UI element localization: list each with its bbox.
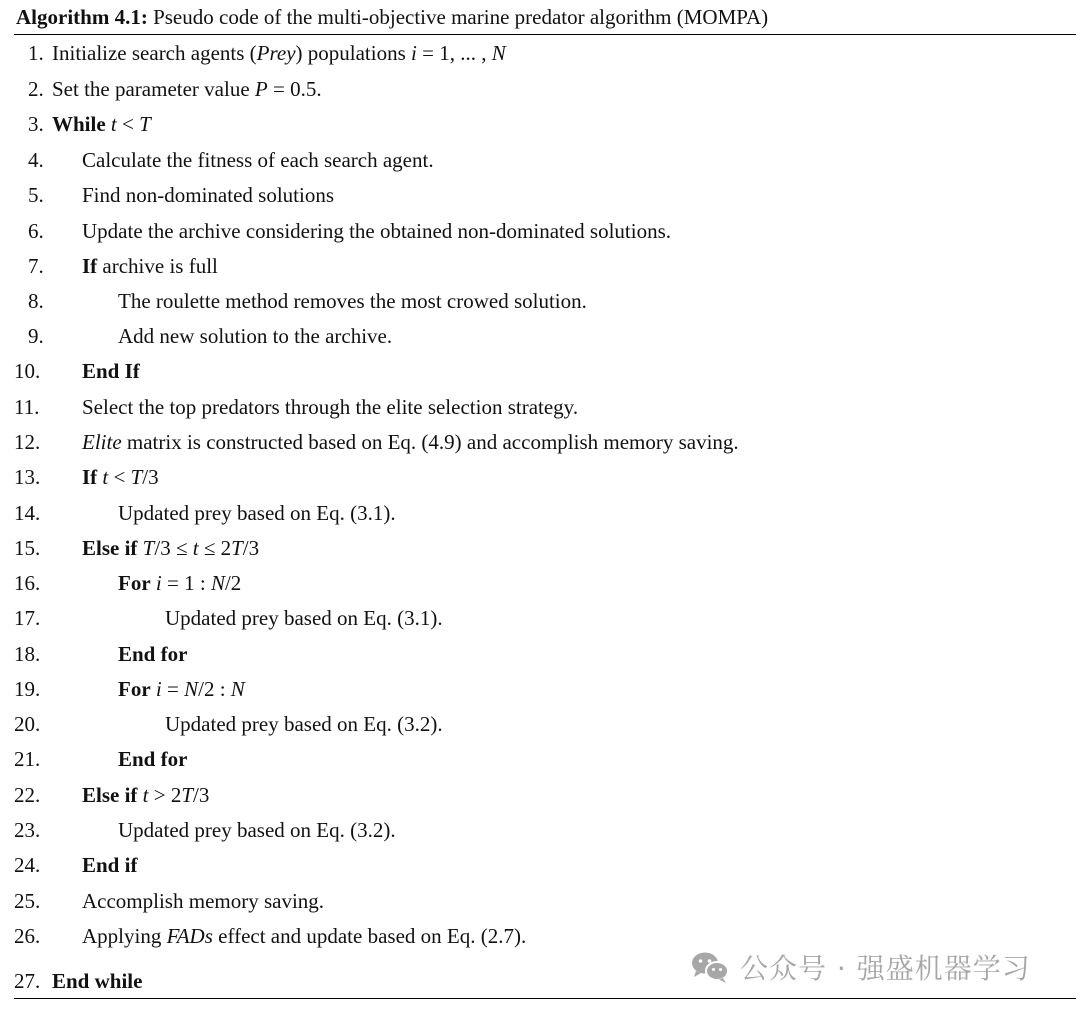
keyword: End for: [118, 747, 188, 771]
line-number: 4.: [28, 148, 44, 172]
line-statement: [82, 924, 526, 948]
keyword: End If: [82, 359, 140, 383]
line-number: 19.: [14, 677, 41, 701]
statement-text: effect and update based on Eq. (2.7).: [212, 924, 527, 948]
line-statement: [82, 183, 334, 207]
line-number: 12.: [14, 430, 41, 454]
math-symbol: T: [130, 465, 143, 489]
line-number: 21.: [14, 747, 41, 771]
keyword: Else if: [82, 783, 138, 807]
statement-text: Update the archive considering the obtained non-dominated solutions.: [82, 219, 672, 243]
line-number: 16.: [14, 571, 41, 595]
line-number: 7.: [28, 254, 44, 278]
line-statement: [82, 254, 218, 278]
math-symbol: T: [139, 112, 151, 136]
statement-text: = 0.5.: [267, 77, 322, 101]
statement-text: /3: [193, 783, 210, 807]
math-symbol: Prey: [256, 41, 296, 65]
line-statement: [165, 606, 443, 630]
line-statement: [118, 642, 187, 666]
keyword: For: [118, 677, 151, 701]
keyword: While: [52, 112, 106, 136]
math-symbol: N: [184, 677, 199, 701]
keyword: End while: [52, 969, 143, 993]
line-statement: [118, 677, 245, 701]
line-number: 25.: [14, 889, 41, 913]
keyword: End if: [82, 853, 138, 877]
line-statement: [82, 853, 137, 877]
line-statement: [82, 430, 739, 454]
statement-text: =: [161, 677, 185, 701]
line-statement: [118, 324, 392, 348]
math-symbol: i: [155, 677, 162, 701]
line-statement: [52, 112, 151, 136]
line-number: 15.: [14, 536, 41, 560]
statement-text: /3: [142, 465, 159, 489]
caption-label: Algorithm 4.1:: [16, 5, 148, 29]
keyword: For: [118, 571, 151, 595]
math-symbol: t: [110, 112, 117, 136]
line-number: 5.: [28, 183, 44, 207]
line-number: 20.: [14, 712, 41, 736]
line-number: 3.: [28, 112, 44, 136]
line-number: 22.: [14, 783, 41, 807]
line-number: 6.: [28, 219, 44, 243]
watermark: [690, 948, 1031, 986]
line-statement: [52, 77, 322, 101]
line-statement: [118, 289, 587, 313]
line-number: 2.: [28, 77, 44, 101]
statement-text: Find non-dominated solutions: [82, 183, 334, 207]
math-symbol: FADs: [166, 924, 213, 948]
line-statement: [82, 359, 140, 383]
statement-text: Set the parameter value: [52, 77, 255, 101]
math-symbol: N: [230, 677, 245, 701]
line-statement: [118, 571, 241, 595]
keyword: End for: [118, 642, 188, 666]
line-statement: [82, 889, 324, 913]
caption-text: Pseudo code of the multi-objective marine predator algorithm (MOMPA): [153, 5, 769, 29]
statement-text: Updated prey based on Eq. (3.1).: [118, 501, 396, 525]
statement-text: /2 :: [198, 677, 231, 701]
bottom-rule: [14, 998, 1076, 999]
line-statement: [118, 818, 396, 842]
algorithm-box: [14, 0, 1076, 1010]
line-statement: [52, 969, 142, 993]
math-symbol: P: [254, 77, 268, 101]
keyword: If: [82, 465, 98, 489]
line-statement: [82, 783, 209, 807]
statement-text: = 1 :: [161, 571, 211, 595]
math-symbol: T: [181, 783, 194, 807]
statement-text: Applying: [82, 924, 167, 948]
line-statement: [82, 395, 578, 419]
line-statement: [82, 148, 434, 172]
statement-text: ) populations: [295, 41, 412, 65]
statement-text: /3 ≤: [154, 536, 193, 560]
statement-text: ≤ 2: [198, 536, 232, 560]
line-statement: [52, 41, 506, 65]
math-symbol: N: [210, 571, 225, 595]
math-symbol: Elite: [82, 430, 122, 454]
line-number: 10.: [14, 359, 41, 383]
line-number: 14.: [14, 501, 41, 525]
line-number: 8.: [28, 289, 44, 313]
statement-text: matrix is constructed based on Eq. (4.9) and accomplish memory saving.: [121, 430, 739, 454]
statement-text: <: [116, 112, 140, 136]
line-number: 18.: [14, 642, 41, 666]
math-symbol: T: [142, 536, 155, 560]
statement-text: Accomplish memory saving.: [82, 889, 325, 913]
math-symbol: t: [102, 465, 109, 489]
math-symbol: t: [192, 536, 199, 560]
statement-text: archive is full: [97, 254, 218, 278]
statement-text: <: [108, 465, 131, 489]
line-statement: [118, 501, 396, 525]
top-rule: [14, 34, 1076, 35]
watermark-text: 公众号 · 强盛机器学习: [740, 952, 1031, 985]
math-symbol: i: [411, 41, 417, 65]
line-number: 27.: [14, 969, 41, 993]
line-number: 13.: [14, 465, 41, 489]
line-statement: [82, 219, 671, 243]
statement-text: /2: [224, 571, 242, 595]
statement-text: = 1, ... ,: [416, 41, 492, 65]
statement-text: Calculate the fitness of each search agent.: [82, 148, 434, 172]
keyword: Else if: [82, 536, 138, 560]
math-symbol: T: [231, 536, 243, 560]
wechat-icon: [690, 950, 730, 984]
line-number: 23.: [14, 818, 41, 842]
statement-text: Updated prey based on Eq. (3.1).: [165, 606, 443, 630]
line-number: 17.: [14, 606, 41, 630]
line-number: 1.: [28, 41, 44, 65]
math-symbol: N: [491, 41, 506, 65]
statement-text: Updated prey based on Eq. (3.2).: [165, 712, 443, 736]
keyword: If: [82, 254, 98, 278]
statement-text: Initialize search agents (: [52, 41, 257, 65]
line-statement: [118, 747, 187, 771]
line-number: 24.: [14, 853, 41, 877]
line-number: 26.: [14, 924, 41, 948]
algorithm-caption: [16, 5, 768, 29]
statement-text: > 2: [148, 783, 182, 807]
statement-text: Updated prey based on Eq. (3.2).: [118, 818, 396, 842]
math-symbol: t: [142, 783, 149, 807]
statement-text: Add new solution to the archive.: [118, 324, 393, 348]
line-number: 9.: [28, 324, 44, 348]
line-statement: [82, 536, 259, 560]
line-statement: [165, 712, 443, 736]
line-statement: [82, 465, 159, 489]
statement-text: Select the top predators through the elite selection strategy.: [82, 395, 579, 419]
line-number: 11.: [14, 395, 40, 419]
math-symbol: i: [155, 571, 162, 595]
statement-text: The roulette method removes the most crowed solution.: [118, 289, 587, 313]
statement-text: /3: [242, 536, 260, 560]
